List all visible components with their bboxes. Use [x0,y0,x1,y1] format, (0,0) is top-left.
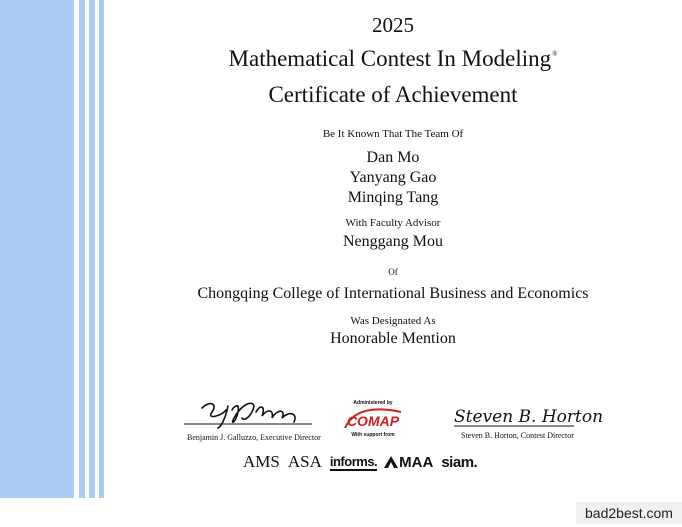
designation-label: Was Designated As [350,315,436,327]
ams-logo: AMS [243,452,280,471]
stripe-thin-2 [89,0,95,498]
maa-icon [383,455,399,469]
watermark: bad2best.com [576,502,682,524]
with-support-label: With support from [351,432,395,438]
institution-name: Chongqing College of International Business and Economics [197,285,589,302]
contest-director-signature [452,400,604,430]
certificate-subtitle: Certificate of Achievement [268,82,518,107]
maa-logo-text: MAA [399,453,434,471]
sponsor-logos [243,449,477,475]
asa-logo: ASA [287,452,322,471]
team-member-1: Dan Mo [366,149,420,166]
contest-title [104,46,682,72]
contest-title-text: Mathematical Contest In Modeling [228,46,552,71]
stripe-thin-1 [79,0,85,498]
informs-logo: informs. [329,453,378,469]
comap-block [338,400,408,446]
siam-logo: siam. [441,453,478,471]
team-member-2: Yanyang Gao [349,169,437,186]
comap-logo [343,406,403,432]
stripe-wide [0,0,74,498]
advisor-label: With Faculty Advisor [345,217,441,229]
intro-text: Be It Known That The Team Of [322,128,464,140]
maa-logo [383,454,433,471]
executive-director-signature [182,396,322,430]
administered-by-label: Administered by [353,400,393,406]
contest-director-caption: Steven B. Horton, Contest Director [461,431,574,440]
contest-year: 2025 [372,13,414,37]
executive-director-caption: Benjamin J. Galluzzo, Executive Director [187,433,321,442]
team-member-3: Minqing Tang [347,189,439,206]
contest-director-signature-text: Steven B. Horton [454,407,604,427]
registered-mark: ® [552,50,558,58]
award-name: Honorable Mention [330,330,456,347]
advisor-name: Nenggang Mou [343,233,443,250]
comap-logo-text: COMAP [346,413,400,429]
of-label: Of [388,267,398,277]
